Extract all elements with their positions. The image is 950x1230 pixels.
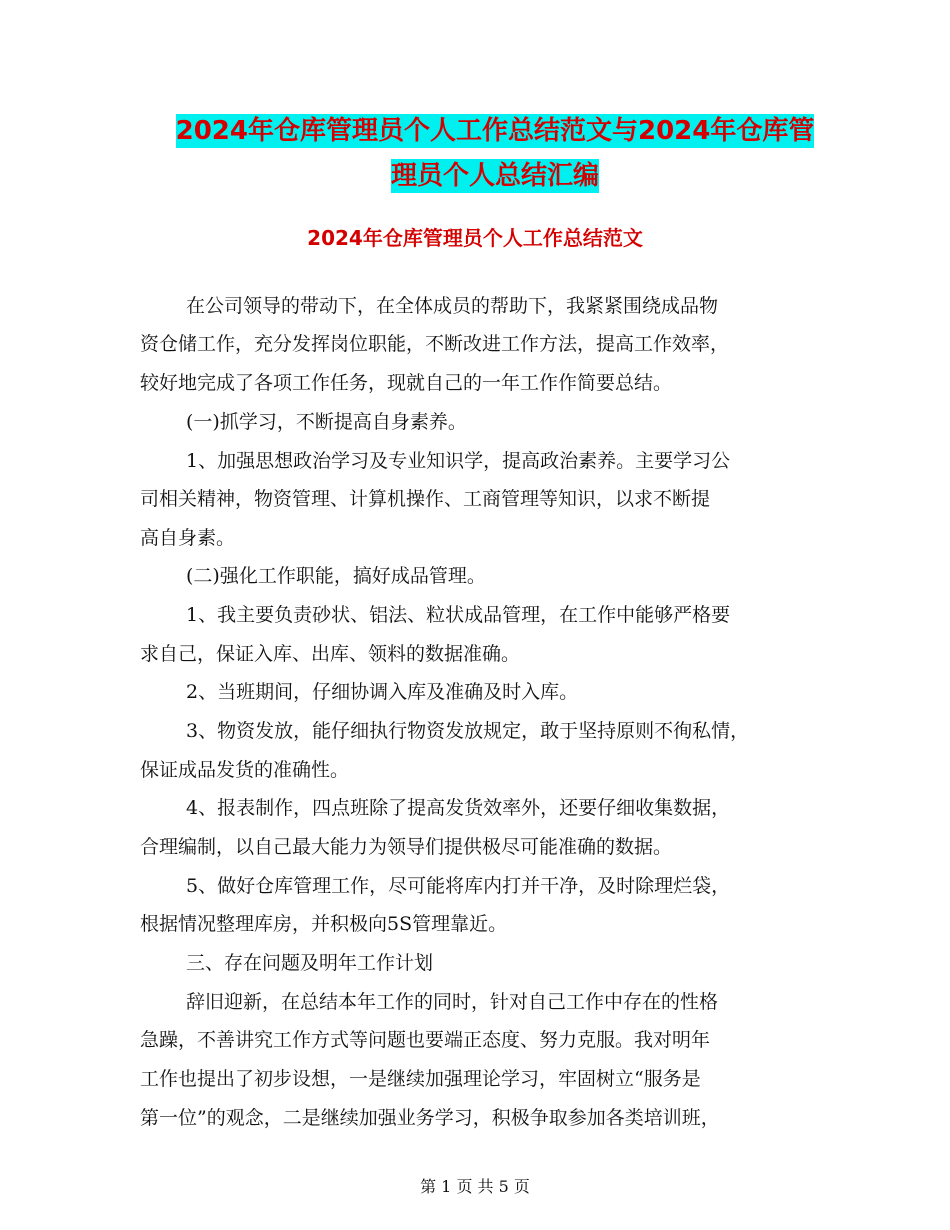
paragraph-line: 资仓储工作，充分发挥岗位职能，不断改进工作方法，提高工作效率， <box>140 333 730 355</box>
paragraph-line: 高自身素。 <box>140 527 236 549</box>
paragraph-line: 2、当班期间，仔细协调入库及准确及时入库。 <box>186 681 579 703</box>
paragraph-line: 根据情况整理库房，并积极向5S管理靠近。 <box>140 913 508 935</box>
paragraph-line: 保证成品发货的准确性。 <box>140 759 350 781</box>
paragraph-line: 三、存在问题及明年工作计划 <box>186 952 434 974</box>
paragraph-line: 第一位”的观念，二是继续加强业务学习，积极争取参加各类培训班， <box>140 1107 720 1129</box>
paragraph-line: (二)强化工作职能，搞好成品管理。 <box>186 565 486 587</box>
paragraph-line: 4、报表制作，四点班除了提高发货效率外，还要仔细收集数据， <box>186 797 731 819</box>
paragraph-line: 求自己，保证入库、出库、领料的数据准确。 <box>140 643 521 665</box>
section-title: 2024年仓库管理员个人工作总结范文 <box>307 226 643 250</box>
paragraph-line: 1、加强思想政治学习及专业知识学，提高政治素养。主要学习公 <box>186 450 731 472</box>
paragraph-line: 工作也提出了初步设想，一是继续加强理论学习，牢固树立“服务是 <box>140 1068 701 1090</box>
page-number-footer: 第 1 页 共 5 页 <box>420 1177 530 1196</box>
paragraph-line: 3、物资发放，能仔细执行物资发放规定，敢于坚持原则不徇私情， <box>186 720 750 742</box>
paragraph-line: 急躁，不善讲究工作方式等问题也要端正态度、努力克服。我对明年 <box>140 1029 711 1051</box>
paragraph-line: 司相关精神，物资管理、计算机操作、工商管理等知识，以求不断提 <box>140 488 711 510</box>
paragraph-line: 1、我主要负责砂状、铝法、粒状成品管理，在工作中能够严格要 <box>186 604 731 626</box>
paragraph-line: 辞旧迎新，在总结本年工作的同时，针对自己工作中存在的性格 <box>186 991 719 1013</box>
paragraph-line: 在公司领导的带动下，在全体成员的帮助下，我紧紧围绕成品物 <box>186 295 719 317</box>
document-title-line-2: 理员个人总结汇编 <box>390 161 599 191</box>
document-title-line-1: 2024年仓库管理员个人工作总结范文与2024年仓库管 <box>175 116 815 146</box>
paragraph-line: 较好地完成了各项工作任务，现就自己的一年工作作简要总结。 <box>140 372 673 394</box>
paragraph-line: (一)抓学习，不断提高自身素养。 <box>186 411 467 433</box>
paragraph-line: 合理编制，以自己最大能力为领导们提供极尽可能准确的数据。 <box>140 836 673 858</box>
paragraph-line: 5、做好仓库管理工作，尽可能将库内打并干净，及时除理烂袋， <box>186 875 731 897</box>
